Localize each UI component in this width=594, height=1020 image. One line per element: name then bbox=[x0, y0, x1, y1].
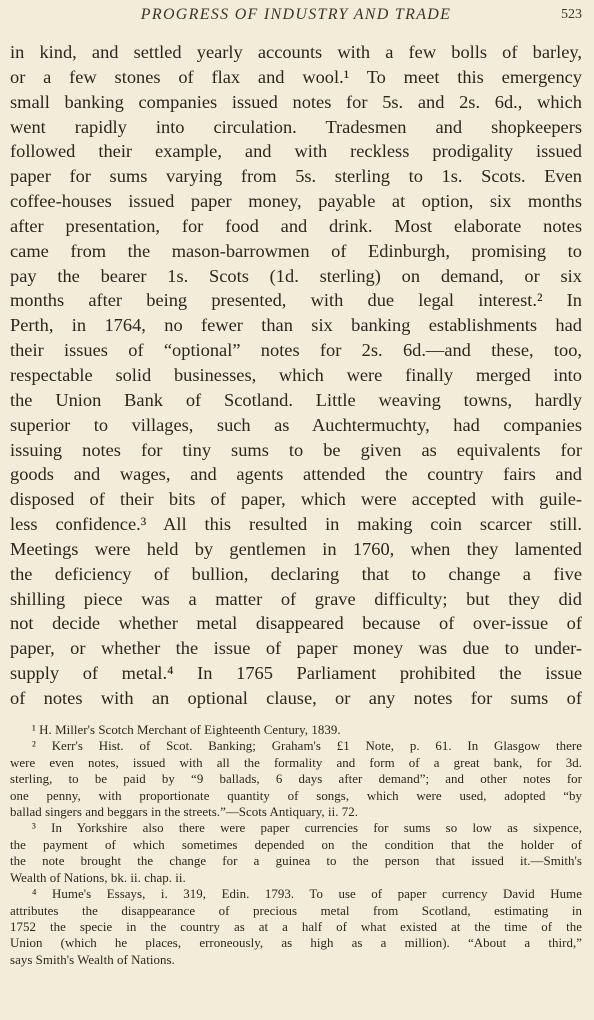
footnote-line: ¹ H. Miller's Scotch Merchant of Eighteenth Century, 1839. bbox=[32, 722, 341, 737]
footnote-line: sterling, to be paid by “9 ballads, 6 days after demand”; and other notes for bbox=[10, 772, 582, 787]
page-number: 523 bbox=[561, 7, 582, 22]
body-text bbox=[10, 40, 582, 711]
body-line: followed their example, and with reckless prodigality issued bbox=[10, 141, 582, 162]
footnote-line: attributes the disappearance of precious metal from Scotland, estimating in bbox=[10, 903, 582, 918]
page-header bbox=[10, 0, 582, 28]
body-line: in kind, and settled yearly accounts with a few bolls of barley, bbox=[10, 42, 582, 62]
footnote-line: ⁴ Hume's Essays, i. 319, Edin. 1793. To use of paper currency David Hume bbox=[32, 887, 582, 902]
body-line: went rapidly into circulation. Tradesmen and shopkeepers bbox=[10, 116, 582, 137]
footnote-line: says Smith's Wealth of Nations. bbox=[10, 952, 175, 967]
body-line: of notes with an optional clause, or any notes for sums of bbox=[10, 687, 582, 708]
footnote-line: Union (which he places, erroneously, as high as a million). “About a third,” bbox=[10, 936, 582, 951]
footnote-3 bbox=[10, 820, 582, 886]
footnotes bbox=[10, 722, 582, 969]
body-line: less confidence.³ All this resulted in making coin scarcer still. bbox=[10, 514, 582, 535]
footnote-line: ³ In Yorkshire also there were paper currencies for sums so low as sixpence, bbox=[32, 821, 582, 836]
body-line: their issues of “optional” notes for 2s. 6d.—and these, too, bbox=[10, 340, 582, 361]
footnote-line: the payment of which sometimes depended on the condition that the holder of bbox=[10, 837, 582, 852]
footnote-line: Wealth of Nations, bk. ii. chap. ii. bbox=[10, 870, 186, 885]
footnote-line: ballad singers and beggars in the streets.”—Scots Antiquary, ii. 72. bbox=[10, 804, 359, 819]
body-line: not decide whether metal disappeared because of over-issue of bbox=[10, 613, 582, 634]
footnote-line: ² Kerr's Hist. of Scot. Banking; Graham's £1 Note, p. 61. In Glasgow there bbox=[32, 739, 582, 754]
body-line: or a few stones of flax and wool.¹ To meet this emergency bbox=[10, 66, 582, 87]
running-head: PROGRESS OF INDUSTRY AND TRADE bbox=[140, 6, 452, 23]
footnote-line: 1752 the specie in the country as at a half of what existed at the time of the bbox=[10, 920, 582, 935]
body-line: the deficiency of bullion, declaring that to change a five bbox=[10, 563, 582, 584]
footnote-line: the note brought the change for a guinea to the person that issued it.—Smith's bbox=[10, 854, 582, 869]
body-line: superior to villages, such as Auchtermuchty, had companies bbox=[10, 414, 582, 435]
footnote-line: were even notes, issued with all the formality and form of a great bank, for 3d. bbox=[10, 755, 582, 770]
footnote-1 bbox=[10, 722, 582, 738]
body-line: respectable solid businesses, which were finally merged into bbox=[10, 364, 582, 385]
body-line: Perth, in 1764, no fewer than six banking establishments had bbox=[10, 315, 582, 336]
body-line: coffee-houses issued paper money, payable at option, six months bbox=[10, 191, 582, 212]
footnote-4 bbox=[10, 886, 582, 968]
body-line: small banking companies issued notes for 5s. and 2s. 6d., which bbox=[10, 91, 582, 112]
body-line: supply of metal.⁴ In 1765 Parliament prohibited the issue bbox=[10, 663, 582, 684]
body-line: Meetings were held by gentlemen in 1760, when they lamented bbox=[10, 538, 582, 559]
body-line: paper for sums varying from 5s. sterling to 1s. Scots. Even bbox=[10, 166, 582, 187]
body-line: came from the mason-barrowmen of Edinburgh, promising to bbox=[10, 240, 582, 261]
body-line: shilling piece was a matter of grave difficulty; but they did bbox=[10, 588, 582, 609]
body-line: disposed of their bits of paper, which were accepted with guile- bbox=[10, 489, 582, 510]
footnote-2 bbox=[10, 738, 582, 820]
body-line: after presentation, for food and drink. Most elaborate notes bbox=[10, 215, 582, 236]
body-line: issuing notes for tiny sums to be given as equivalents for bbox=[10, 439, 582, 460]
body-line: paper, or whether the issue of paper money was due to under- bbox=[10, 638, 582, 659]
body-line: months after being presented, with due legal interest.² In bbox=[10, 290, 582, 311]
body-line: pay the bearer 1s. Scots (1d. sterling) on demand, or six bbox=[10, 265, 582, 286]
footnote-line: one penny, with proportionate quantity of songs, which were used, adopted “by bbox=[10, 788, 582, 803]
body-line: the Union Bank of Scotland. Little weaving towns, hardly bbox=[10, 389, 582, 410]
body-line: goods and wages, and agents attended the country fairs and bbox=[10, 464, 582, 485]
